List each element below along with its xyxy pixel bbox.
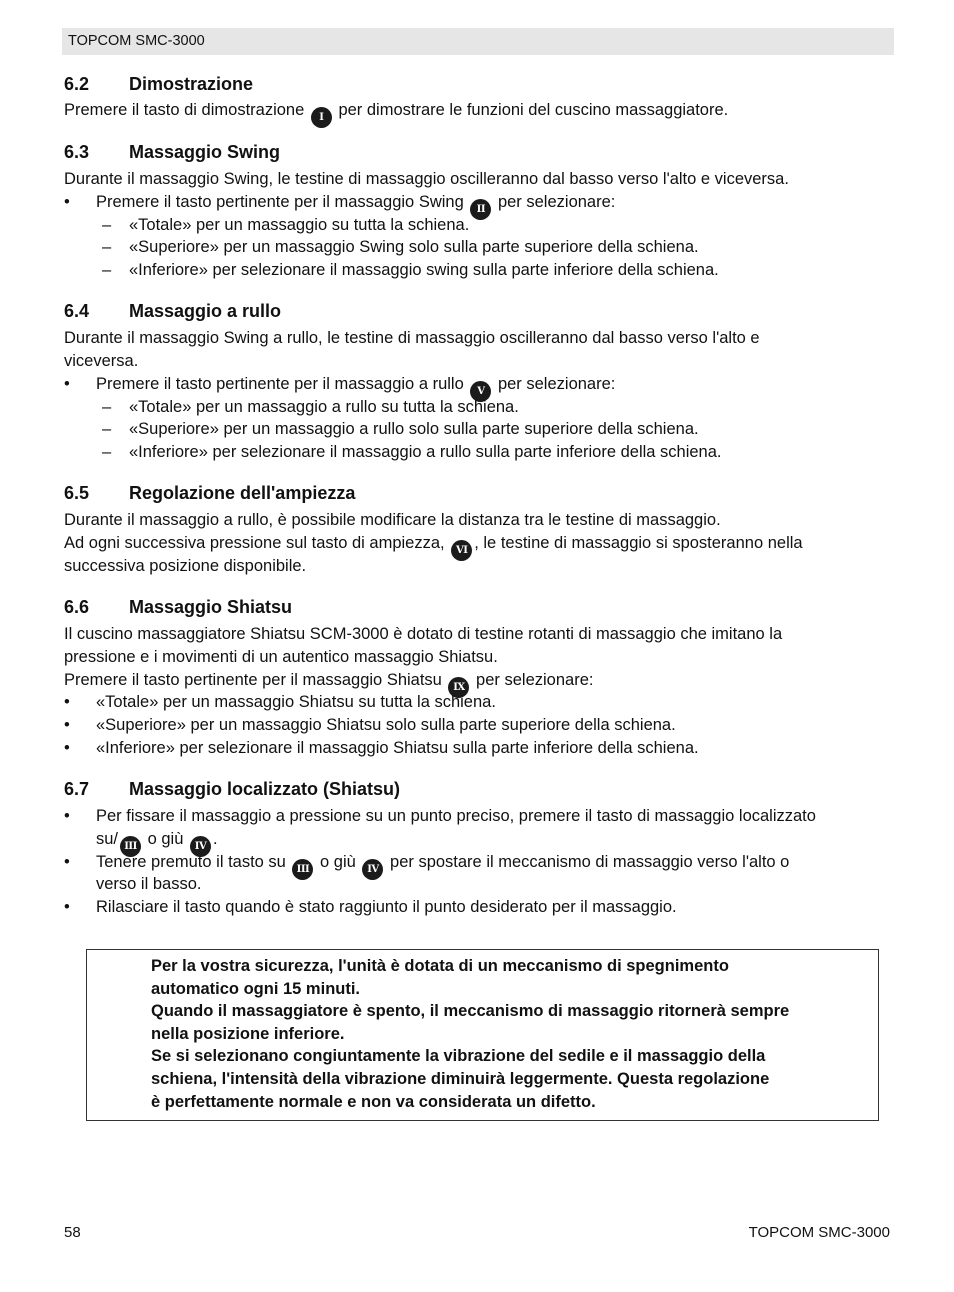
bullet-marker: • — [64, 807, 70, 825]
text: per selezionare: — [476, 671, 594, 689]
section-number: 6.6 — [64, 597, 90, 617]
dash-marker: – — [102, 443, 112, 461]
bullet-marker: • — [64, 375, 70, 393]
text: Premere il tasto pertinente per il massaggio a rullo — [96, 375, 464, 393]
text: . — [212, 830, 218, 848]
bullet-item: «Totale» per un massaggio Shiatsu su tutta la schiena. — [96, 693, 496, 711]
text: per spostare il meccanismo di massaggio verso l'alto o — [390, 853, 790, 871]
section-heading-6-5 — [64, 483, 355, 504]
paragraph: pressione e i movimenti di un autentico massaggio Shiatsu. — [64, 648, 498, 666]
notice-line: Per la vostra sicurezza, l'unità è dotata di un meccanismo di spegnimento — [151, 957, 729, 975]
section-title: Regolazione dell'ampiezza — [129, 483, 356, 503]
bullet-item: «Inferiore» per selezionare il massaggio Shiatsu sulla parte inferiore della schiena. — [96, 739, 699, 757]
paragraph: Durante il massaggio Swing, le testine di massaggio oscilleranno dal basso verso l'alto e viceversa. — [64, 170, 789, 188]
bullet-marker: • — [64, 716, 70, 734]
bullet-marker: • — [64, 898, 70, 916]
dash-marker: – — [102, 398, 112, 416]
section-number: 6.2 — [64, 74, 90, 94]
dash-item: «Superiore» per un massaggio Swing solo sulla parte superiore della schiena. — [129, 238, 699, 256]
button-ii-icon: II — [470, 199, 491, 220]
notice-line: Quando il massaggiatore è spento, il meccanismo di massaggio ritornerà sempre — [151, 1002, 790, 1020]
button-iii-icon: III — [120, 836, 141, 857]
section-title: Dimostrazione — [129, 74, 254, 94]
page-number: 58 — [64, 1224, 81, 1241]
bullet-item: Rilasciare il tasto quando è stato raggiunto il punto desiderato per il massaggio. — [96, 898, 677, 916]
button-v-icon: V — [470, 381, 491, 402]
dash-marker: – — [102, 238, 112, 256]
notice-line: nella posizione inferiore. — [151, 1025, 345, 1043]
button-ix-icon: IX — [448, 677, 469, 698]
section-title: Massaggio a rullo — [129, 301, 282, 321]
notice-line: è perfettamente normale e non va considerata un difetto. — [151, 1093, 596, 1111]
text: per dimostrare le funzioni del cuscino massaggiatore. — [338, 101, 729, 119]
dash-marker: – — [102, 420, 112, 438]
bullet-marker: • — [64, 693, 70, 711]
dash-item: «Totale» per un massaggio a rullo su tutta la schiena. — [129, 398, 519, 416]
bullet-item: «Superiore» per un massaggio Shiatsu solo sulla parte superiore della schiena. — [96, 716, 676, 734]
dash-item: «Superiore» per un massaggio a rullo solo sulla parte superiore della schiena. — [129, 420, 699, 438]
section-title: Massaggio localizzato (Shiatsu) — [129, 779, 401, 799]
section-heading-6-4 — [64, 301, 281, 322]
section-number: 6.5 — [64, 483, 90, 503]
section-heading-6-2 — [64, 74, 253, 95]
section-number: 6.7 — [64, 779, 90, 799]
text: Premere il tasto pertinente per il massaggio Swing — [96, 193, 464, 211]
paragraph: viceversa. — [64, 352, 139, 370]
section-heading-6-6 — [64, 597, 292, 618]
button-iii-icon: III — [292, 859, 313, 880]
section-number: 6.3 — [64, 142, 90, 162]
text: per selezionare: — [497, 193, 616, 211]
bullet-marker: • — [64, 853, 70, 871]
text: per selezionare: — [497, 375, 616, 393]
text: o giù — [320, 853, 356, 871]
button-iv-icon: IV — [190, 836, 211, 857]
dash-item: «Inferiore» per selezionare il massaggio swing sulla parte inferiore della schiena. — [129, 261, 719, 279]
button-iv-icon: IV — [362, 859, 383, 880]
section-heading-6-7 — [64, 779, 400, 800]
page-header — [62, 28, 894, 55]
button-vi-icon: VI — [451, 540, 472, 561]
notice-line: Se si selezionano congiuntamente la vibrazione del sedile e il massaggio della — [151, 1047, 766, 1065]
paragraph: Durante il massaggio a rullo, è possibile modificare la distanza tra le testine di massaggio. — [64, 511, 721, 529]
paragraph: Il cuscino massaggiatore Shiatsu SCM-3000 è dotato di testine rotanti di massaggio che imitano la — [64, 625, 783, 643]
dash-item: «Totale» per un massaggio su tutta la schiena. — [129, 216, 470, 234]
bullet-item: Per fissare il massaggio a pressione su un punto preciso, premere il tasto di massaggio localizzato — [96, 807, 816, 825]
notice-line: schiena, l'intensità della vibrazione diminuirà leggermente. Questa regolazione — [151, 1070, 770, 1088]
notice-line: automatico ogni 15 minuti. — [151, 980, 361, 998]
text: o giù — [147, 830, 184, 848]
text: Premere il tasto di dimostrazione — [64, 101, 305, 119]
paragraph — [64, 101, 728, 128]
text: su/ — [96, 830, 119, 848]
section-number: 6.4 — [64, 301, 90, 321]
text: Ad ogni successiva pressione sul tasto di ampiezza, — [64, 534, 445, 552]
paragraph: Durante il massaggio Swing a rullo, le testine di massaggio oscilleranno dal basso verso l'alto e — [64, 329, 760, 347]
paragraph: successiva posizione disponibile. — [64, 557, 307, 575]
header-title: TOPCOM SMC-3000 — [68, 33, 205, 49]
text: Tenere premuto il tasto su — [96, 853, 286, 871]
button-i-icon: I — [311, 107, 332, 128]
dash-marker: – — [102, 216, 112, 234]
section-heading-6-3 — [64, 142, 280, 163]
section-title: Massaggio Swing — [129, 142, 281, 162]
footer-title: TOPCOM SMC-3000 — [748, 1224, 890, 1241]
text: Premere il tasto pertinente per il massaggio Shiatsu — [64, 671, 442, 689]
bullet-item-continuation: verso il basso. — [96, 875, 202, 893]
bullet-marker: • — [64, 193, 70, 211]
dash-marker: – — [102, 261, 112, 279]
dash-item: «Inferiore» per selezionare il massaggio a rullo sulla parte inferiore della schiena. — [129, 443, 722, 461]
section-title: Massaggio Shiatsu — [129, 597, 293, 617]
text: , le testine di massaggio si sposteranno nella — [474, 534, 803, 552]
bullet-marker: • — [64, 739, 70, 757]
